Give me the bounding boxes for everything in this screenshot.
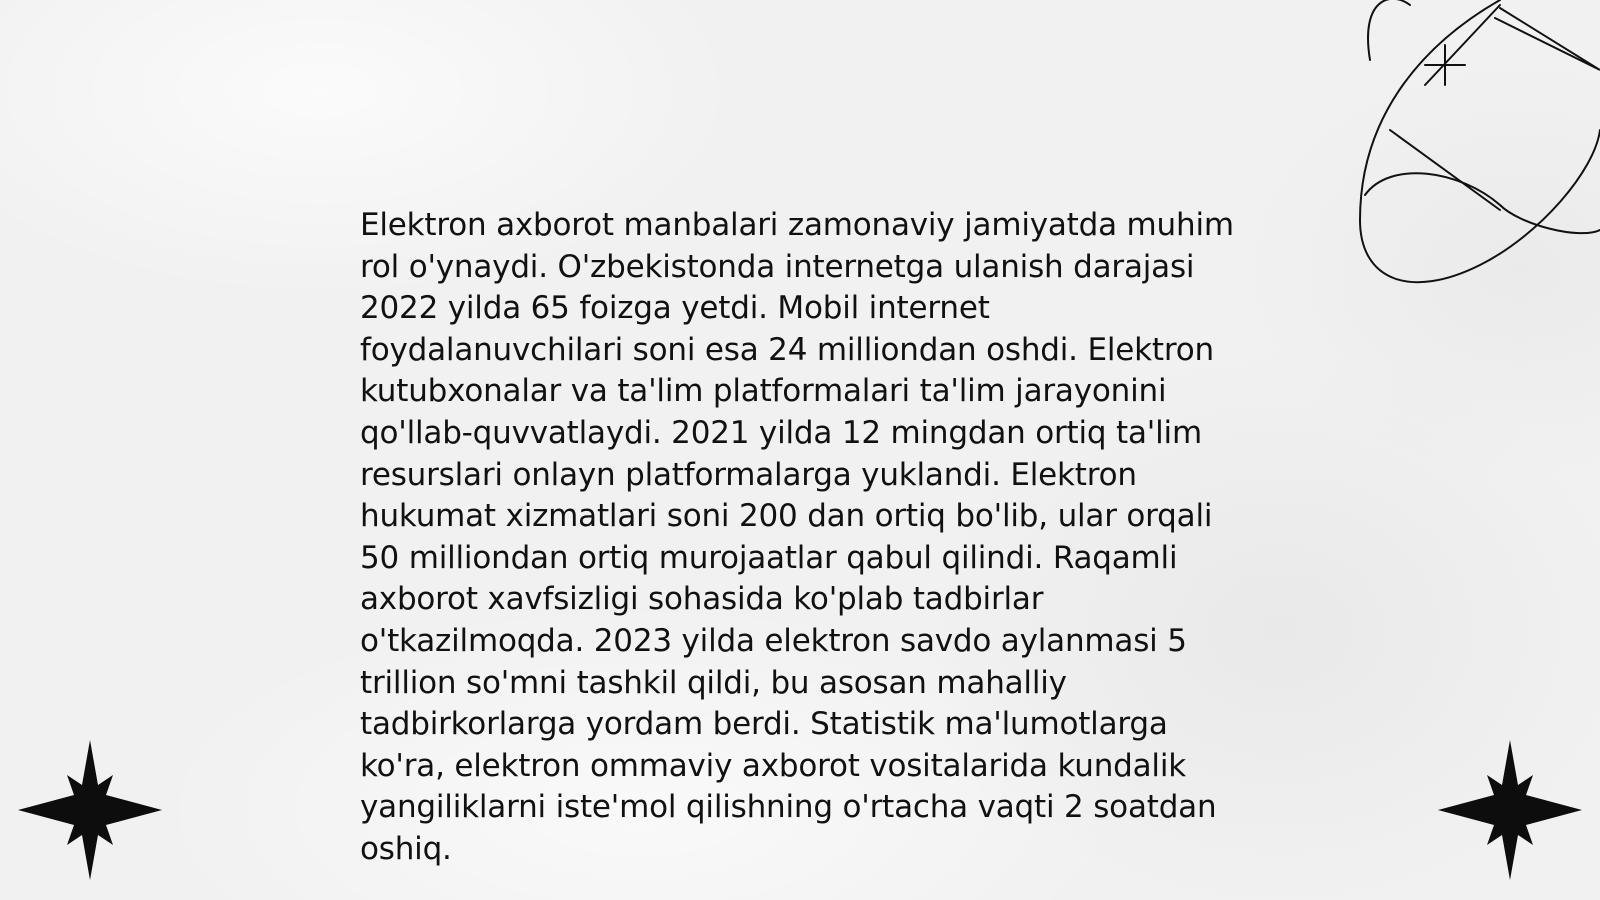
four-point-star-icon: [18, 740, 162, 880]
four-point-star-icon: [1438, 740, 1582, 880]
orbit-sparkle-icon: [1350, 0, 1600, 290]
body-paragraph: Elektron axborot manbalari zamonaviy jamiyatda muhim rol o'ynaydi. O'zbekistonda internetga ulanish darajasi 2022 yilda 65 foizga yetdi. Mobil internet foydalanuvchilari soni esa 24 milliondan oshdi. Elektron kutubxonalar va ta'lim platformalari ta'lim jarayonini qo'llab-quvvatlaydi. 2021 yilda 12 mingdan ortiq ta'lim resurslari onlayn platformalarga yuklandi. Elektron hukumat xizmatlari soni 200 dan ortiq bo'lib, ular orqali 50 milliondan ortiq murojaatlar qabul qilindi. Raqamli axborot xavfsizligi sohasida ko'plab tadbirlar o'tkazilmoqda. 2023 yilda elektron savdo aylanmasi 5 trillion so'mni tashkil qildi, bu asosan mahalliy tadbirkorlarga yordam berdi. Statistik ma'lumotlarga ko'ra, elektron ommaviy axborot vositalarida kundalik yangiliklarni iste'mol qilishning o'rtacha vaqti 2 soatdan oshiq.: [360, 207, 1234, 867]
